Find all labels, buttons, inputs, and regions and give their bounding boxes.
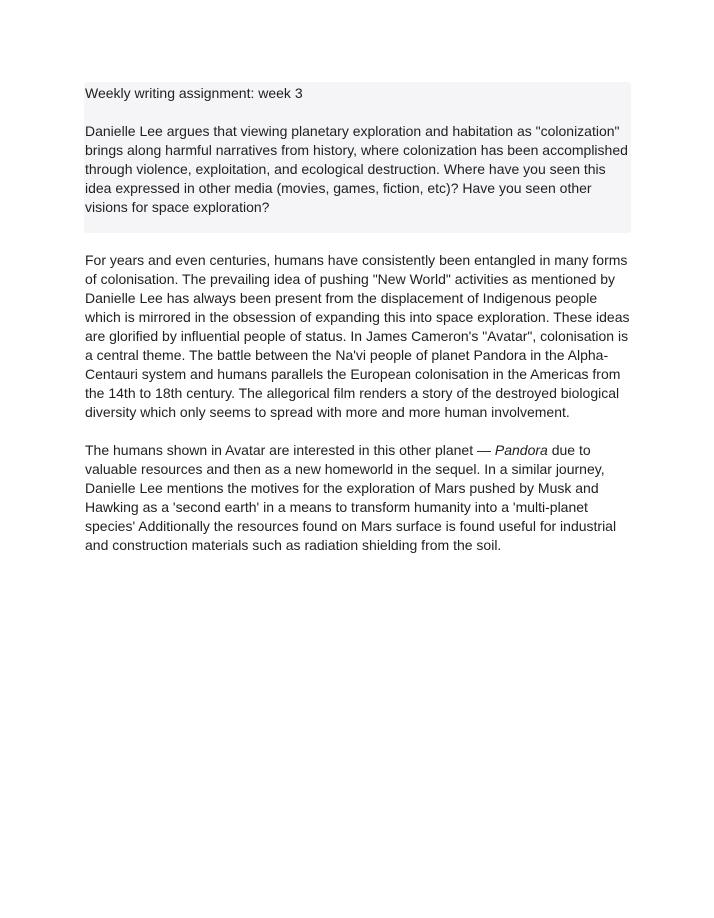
document-page [84,82,632,574]
response-paragraph-2 [85,441,632,555]
assignment-title: Weekly writing assignment: week 3 [85,85,303,101]
response-paragraph-2-end: due to valuable resources and then as a new homeworld in the sequel. In a similar journey, Danielle Lee mentions the motives for the exploration of Mars pushed by Musk and Hawking as a 'second earth' in a means to transform humanity into a 'multi-planet species' Additionally the resources found on Mars surface is found useful for industrial and construction materials such as radiation shielding from the soil. [85,442,617,553]
assignment-prompt-box [84,82,631,233]
response-paragraph-1: For years and even centuries, humans have consistently been entangled in many forms of colonisation. The prevailing idea of pushing "New World" activities as mentioned by Danielle Lee has always been present from the displacement of Indigenous people which is mirrored in the obsession of expanding this into space exploration. These ideas are glorified by influential people of status. In James Cameron's "Avatar", colonisation is a central theme. The battle between the Na'vi people of planet Pandora in the Alpha-Centauri system and humans parallels the European colonisation in the Americas from the 14th to 18th century. The allegorical film renders a story of the destroyed biological diversity which only seems to spread with more and more human involvement. [85,252,630,420]
response-paragraph-2-start: The humans shown in Avatar are interested in this other planet — [85,442,495,458]
pandora-italic-text: Pandora [494,442,548,458]
assignment-question: Danielle Lee argues that viewing planetary exploration and habitation as "colonization" brings along harmful narratives from history, where colonization has been accomplished through violence, exploitation, and ecological destruction. Where have you seen this idea expressed in other media (movies, games, fiction, etc)? Have you seen other visions for space exploration? [85,123,628,215]
response-body [84,251,632,555]
